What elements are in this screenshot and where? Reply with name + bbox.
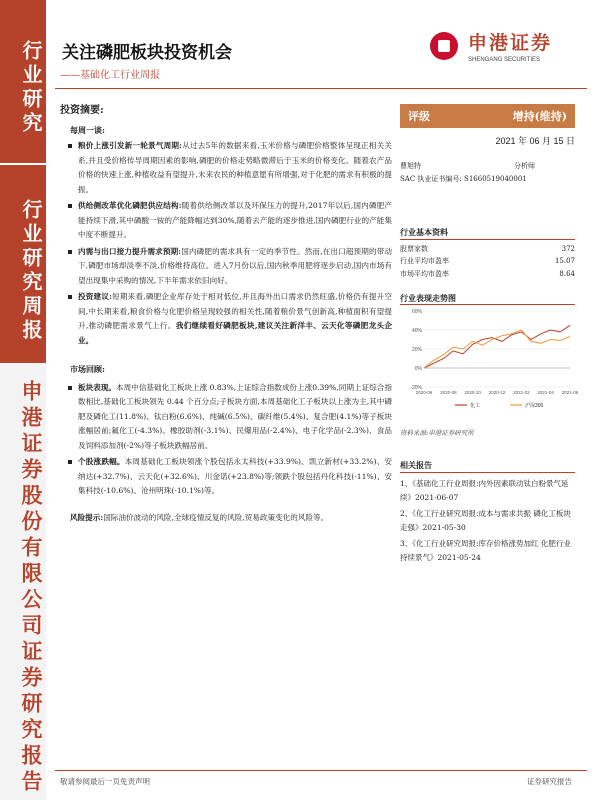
metric-row: 市场平均市盈率 8.64 <box>400 269 575 278</box>
sidebar-company: 申港证券股份有限公司证券研究报告 <box>19 380 44 796</box>
metrics-heading: 行业基本资料 <box>400 226 575 240</box>
page-subtitle: ——基础化工行业周报 <box>60 70 160 81</box>
performance-chart <box>400 305 579 413</box>
related-reports <box>400 458 575 567</box>
x-tick-label: 2020-08 <box>440 390 457 395</box>
report-date: 2021 年 06 月 15 日 <box>495 136 575 146</box>
industry-metrics <box>400 226 575 280</box>
footer-disclaimer: 敬请参阅最后一页免责声明 <box>60 777 150 786</box>
summary-heading: 投资摘要: <box>60 105 104 116</box>
sidebar-report-type: 行业研究周报 <box>0 163 46 363</box>
x-tick-label: 2021-02 <box>513 390 530 395</box>
market-heading: 市场回顾: <box>70 364 105 374</box>
x-tick-label: 2021-06 <box>561 390 579 395</box>
related-report-link[interactable]: 1、《基础化工行业周报:内外因素联动钛白粉景气延续》2021-06-07 <box>400 479 569 502</box>
footer-divider <box>55 770 587 771</box>
metric-row: 行业平均市盈率 15.07 <box>400 257 575 265</box>
y-tick-label: 0% <box>414 366 422 372</box>
summary-bullet: 投资建议:短期来看,磷肥企业库存处于相对低位,并且海外出口需求仍然旺盛,价格仍有提升空间,中长期来看,粮食价格与化肥价格呈现较强的相关性,随着粮价景气创新高,种植面积有望提升,推动磷肥需求景气上行。我们继续看好磷肥板块,建议关注新洋丰、云天化等磷肥龙头企业。 <box>60 290 392 348</box>
x-tick-label: 2020-12 <box>488 390 506 395</box>
weekly-heading: 每周一谈: <box>70 124 105 135</box>
page-title: 关注磷肥板块投资机会 <box>62 43 232 63</box>
rating-label: 评级 <box>408 110 430 123</box>
market-bullet: 个股涨跌幅。本周基础化工板块领涨个股包括永太科技(+33.9%)、凯立新材(+33.2%)、安纳达(+32.7%)、云天化(+32.6%)、川金诺(+23.8%)等;领跌个股包括丹化科技(-11%)、安集科技(-10.6%)、沧州明珠(-10.1%)等。 <box>60 455 392 499</box>
logo-name-en: SHENGANG SECURITIES <box>468 57 541 63</box>
market-bullet: 板块表现。本周中信基础化工板块上涨 0.83%,上证综合指数成份上涨0.39%,同期上证综合指数相比,基础化工板块领先 0.44 个百分点;子板块方面,本周基础化工子板块以上涨为主,其中磷肥及磷化工(11.8%)、钛白粉(6.6%)、纯碱(6.5%)、碳纤维(5.4%)、复合肥(4.1%)等子板块涨幅居前;氟化工(-4.3%)、橡胶助剂(-3.1%)、民爆用品(-2.4%)、电子化学品(-2.3%)、食品及饲料添加剂(-2%)等子板块跌幅居前。 <box>60 381 392 454</box>
header-divider <box>55 88 587 89</box>
chart-source: 资料来源:申港证券研究所 <box>400 429 474 437</box>
performance-chart-svg <box>400 305 579 413</box>
legend-label: 化工 <box>470 403 481 409</box>
summary-bullet: 内需与出口接力提升需求预期:国内磷肥的需求具有一定的季节性。然而,在出口超预期的带动下,磷肥市场却淡季不淡,价格维持高位。进入7月份以后,国内秋季用肥将逐步启动,国内市场有望出现集中采购的情况,下半年需求依旧向好。 <box>60 245 392 289</box>
summary-column <box>60 104 392 525</box>
legend-label: 沪深300 <box>525 403 544 409</box>
logo-mark-icon <box>430 32 458 60</box>
metric-row: 股票家数 372 <box>400 244 575 253</box>
y-tick-label: -20% <box>410 385 422 391</box>
y-tick-label: 60% <box>411 309 422 315</box>
company-logo <box>430 28 552 63</box>
analyst-cert: S1660519040001 <box>464 175 527 183</box>
chart-heading: 行业表现走势图 <box>400 293 575 305</box>
y-tick-label: 40% <box>411 328 422 334</box>
analyst-name: 曹旭特 <box>400 162 421 170</box>
related-heading: 相关报告 <box>400 458 575 473</box>
y-tick-label: 20% <box>411 347 422 353</box>
footer-label: 证券研究报告 <box>527 777 572 786</box>
analyst-role: 分析师 <box>514 162 535 170</box>
series-line-1 <box>424 325 570 368</box>
risk-note: 风险提示:国际油价波动的风险,全球疫情反复的风险,贸易政策变化的风险等。 <box>70 512 329 522</box>
summary-bullet: 供给侧改革优化磷肥供应结构:随着供给侧改革以及环保压力的提升,2017年以后,国内磷肥产能持续下滑,其中磷酸一铵的产能降幅达到30%,随着去产能的逐步推进,国内磷肥行业的产能集中度不断提升。 <box>60 199 392 243</box>
sidebar-category: 行业研究 <box>0 0 46 163</box>
rating-bar <box>400 104 575 128</box>
x-tick-label: 2020-06 <box>415 390 433 395</box>
x-tick-label: 2020-10 <box>464 390 481 395</box>
rating-value: 增持(维持) <box>512 110 567 123</box>
x-tick-label: 2021-04 <box>537 390 554 395</box>
related-report-link[interactable]: 2、《化工行业研究周报:成本与需求共振 磷化工板块走强》2021-05-30 <box>400 509 571 532</box>
summary-bullet: 粮价上涨引发新一轮景气周期:从过去5年的数据来看,玉米价格与磷肥价格整体呈现正相关关系,并且受价格传导周期因素的影响,磷肥的价格走势略微滞后于玉米的价格变化。随着农产品价格的快速上涨,种植收益有望提升,未来农民的种植意愿有所增强,对于化肥的需求有积极的提振。 <box>60 139 392 197</box>
related-report-link[interactable]: 3、《化工行业研究周报:库存价格涨势加红 化肥行业持续景气》2021-05-24 <box>400 539 571 562</box>
logo-name-cn: 申港证券 <box>468 32 553 54</box>
analyst-cert-label: SAC 执业证书编号: <box>400 175 462 183</box>
analyst-info <box>400 160 575 186</box>
